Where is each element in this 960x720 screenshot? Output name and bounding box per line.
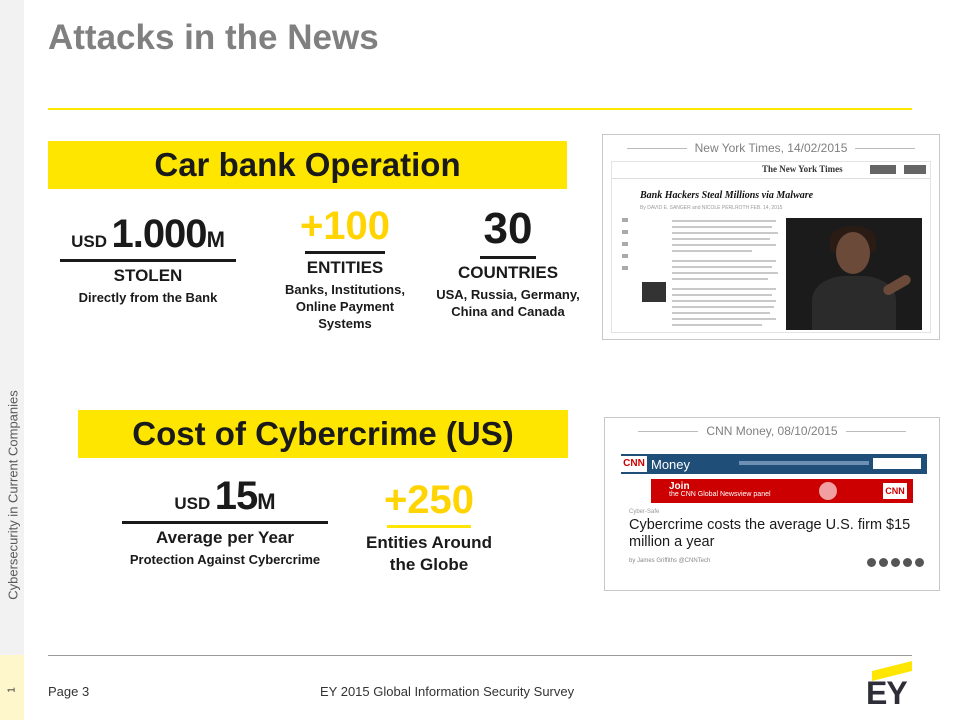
entities-stat: [272, 204, 418, 332]
nyt-text-line: [672, 294, 772, 296]
average-desc: Protection Against Cybercrime: [129, 552, 321, 567]
nyt-caption: New York Times, 14/02/2015: [603, 141, 939, 155]
cnn-banner-logo: CNN: [883, 483, 907, 499]
email-icon: [915, 558, 924, 567]
page-title: Attacks in the News: [48, 18, 379, 57]
cnn-byline: by James Griffiths @CNNTech: [629, 558, 711, 564]
stolen-value: 1.000: [111, 212, 207, 256]
linkedin-icon: [903, 558, 912, 567]
nyt-speaker-photo: [786, 218, 922, 330]
cnn-article-screenshot: [621, 454, 927, 584]
global-entities-rule: [387, 525, 471, 528]
nyt-text-line: [672, 260, 776, 262]
nyt-headline: Bank Hackers Steal Millions via Malware: [640, 190, 814, 201]
countries-rule: [480, 256, 536, 259]
share-icon: [867, 558, 876, 567]
nyt-text-line: [672, 272, 778, 274]
cnn-tag: CNN: [621, 456, 647, 472]
nyt-text-line: [672, 318, 776, 320]
nyt-article-screenshot: [611, 161, 931, 333]
ey-logo: [866, 664, 912, 710]
cnn-headline: Cybercrime costs the average U.S. firm $15 million a year: [629, 517, 911, 550]
nyt-text-line: [672, 238, 770, 240]
facebook-icon: [879, 558, 888, 567]
cnn-banner: [651, 479, 913, 503]
ey-logo-text: EY: [866, 675, 907, 711]
nyt-text-line: [672, 300, 776, 302]
footer-divider: [48, 655, 912, 656]
average-rule: [122, 521, 328, 524]
nyt-text-line: [672, 232, 778, 234]
stolen-rule: [60, 259, 236, 262]
entities-rule: [305, 251, 385, 254]
average-prefix: USD: [174, 494, 211, 513]
entities-desc-line1: Banks, Institutions,: [285, 282, 405, 297]
countries-value: 30: [483, 204, 533, 253]
average-unit: M: [257, 489, 276, 514]
average-label: Average per Year: [156, 528, 294, 547]
nyt-subscribe-button: [870, 165, 896, 174]
slide-number: 1: [6, 687, 18, 693]
countries-stat: [430, 204, 586, 320]
global-entities-line1: Entities Around: [366, 533, 492, 552]
cnn-brand: Money: [651, 457, 691, 472]
entities-desc-line2: Online Payment Systems: [295, 299, 395, 331]
global-entities-stat: [346, 478, 512, 576]
nyt-text-line: [672, 226, 772, 228]
car-bank-heading: Car bank Operation: [48, 141, 567, 189]
twitter-icon: [891, 558, 900, 567]
countries-desc-line1: USA, Russia, Germany,: [436, 287, 580, 302]
nyt-text-line: [672, 324, 762, 326]
nyt-login-button: [904, 165, 926, 174]
stolen-stat: [56, 212, 240, 306]
global-entities-value: +250: [383, 478, 475, 522]
nyt-byline: By DAVID E. SANGER and NICOLE PERLROTH FEB. 14, 2015: [640, 205, 783, 211]
nyt-logo: The New York Times: [762, 164, 843, 174]
cnn-search-box: [873, 458, 921, 469]
title-divider: [48, 108, 912, 110]
sidebar-section-label: Cybersecurity in Current Companies: [5, 390, 21, 600]
nyt-ad-thumbnail: [642, 282, 666, 302]
stolen-prefix: USD: [71, 232, 107, 251]
nyt-topbar: [612, 162, 930, 179]
nyt-share-icons: [622, 218, 632, 278]
entities-label: ENTITIES: [306, 258, 384, 277]
cnn-navbar: [621, 454, 927, 474]
footer-page-number: Page 3: [48, 684, 90, 699]
nyt-text-line: [672, 266, 772, 268]
entities-value: +100: [299, 204, 391, 248]
cnn-banner-sub: the CNN Global Newsview panel: [669, 491, 771, 498]
cybercrime-heading: Cost of Cybercrime (US): [78, 410, 568, 458]
cnn-article-card: [604, 417, 940, 591]
cnn-section-label: Cyber-Safe: [629, 509, 660, 515]
stolen-desc: Directly from the Bank: [78, 290, 218, 305]
countries-label: COUNTRIES: [457, 263, 559, 282]
global-entities-line2: the Globe: [389, 555, 469, 574]
nyt-text-line: [672, 220, 776, 222]
average-value: 15: [214, 474, 258, 518]
nyt-text-line: [672, 278, 768, 280]
cnn-nav-links: [739, 461, 869, 465]
nyt-text-line: [672, 288, 776, 290]
sidebar-strip: [0, 0, 24, 720]
countries-desc-line2: China and Canada: [451, 304, 565, 319]
stolen-unit: M: [206, 227, 225, 252]
stolen-label: STOLEN: [113, 266, 183, 285]
nyt-text-line: [672, 312, 770, 314]
nyt-article-card: [602, 134, 940, 340]
footer-survey-title: EY 2015 Global Information Security Survey: [320, 684, 575, 699]
nyt-text-line: [672, 306, 774, 308]
cnn-banner-join: Join: [669, 481, 690, 492]
cnn-caption: CNN Money, 08/10/2015: [605, 424, 939, 438]
average-stat: [118, 474, 332, 568]
globe-icon: [819, 482, 837, 500]
nyt-text-line: [672, 244, 776, 246]
nyt-text-line: [672, 250, 752, 252]
